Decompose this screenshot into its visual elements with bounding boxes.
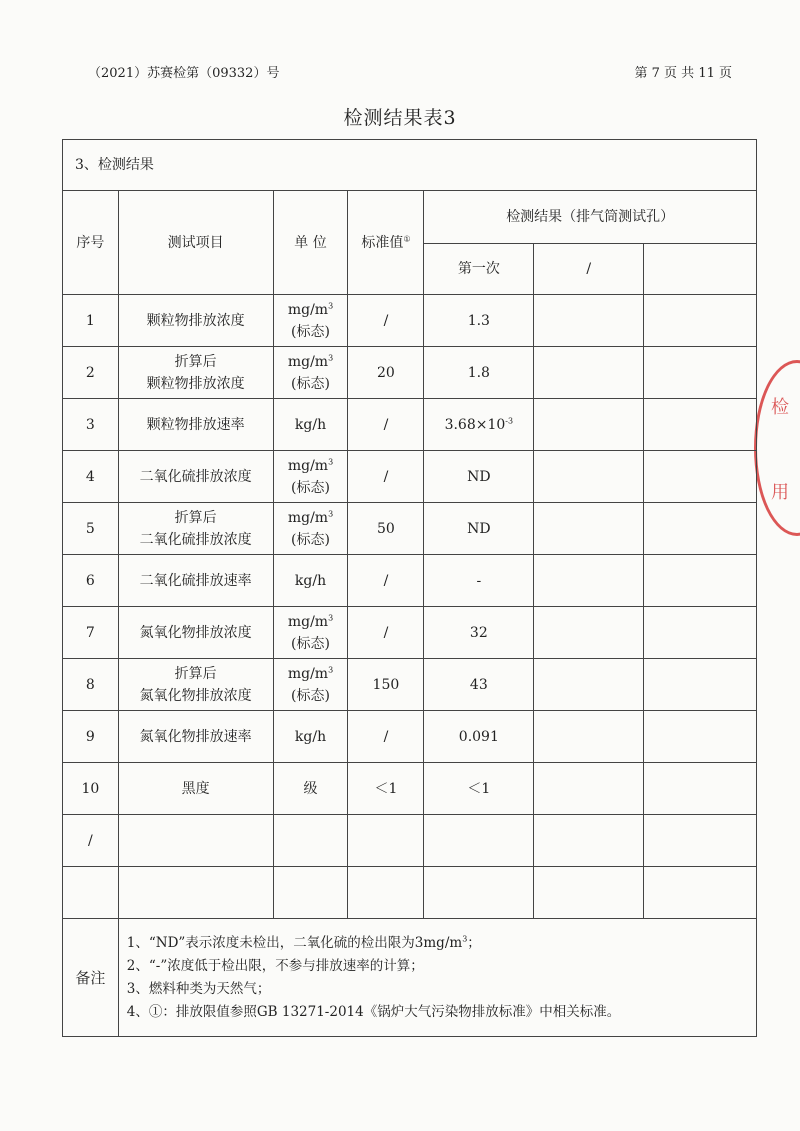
table-row (63, 763, 757, 815)
table-row (63, 711, 757, 763)
row-unit: $mg/m^3$ (标态) (273, 659, 348, 711)
col-header-first: 第一次 (424, 244, 534, 295)
blank-cell (273, 867, 348, 919)
row-item: 氮氧化物排放速率 (118, 711, 273, 763)
row-result-third (644, 555, 757, 607)
row-standard: 20 (348, 347, 424, 399)
row-unit: kg/h (273, 555, 348, 607)
row-item: 颗粒物排放浓度 (118, 295, 273, 347)
note-line: 3、燃料种类为天然气； (126, 980, 271, 997)
row-standard: ＜1 (348, 763, 424, 815)
row-item: 黑度 (118, 763, 273, 815)
blank-cell: / (63, 815, 119, 867)
row-seq: 7 (63, 607, 119, 659)
row-item: 折算后 颗粒物排放浓度 (118, 347, 273, 399)
row-result-third (644, 659, 757, 711)
note-line: 1、“ND”表示浓度未检出，二氧化硫的检出限为$3mg/m^3$； (126, 934, 481, 951)
row-result-second (534, 607, 644, 659)
row-unit: $mg/m^3$ (标态) (273, 451, 348, 503)
seal-stamp-partial: 检 用 (754, 360, 800, 536)
row-result-first: 0.091 (424, 711, 534, 763)
report-number: （2021）苏赛检第（09332）号 (88, 66, 280, 81)
row-result-second (534, 555, 644, 607)
row-item: 二氧化硫排放浓度 (118, 451, 273, 503)
row-seq: 10 (63, 763, 119, 815)
row-result-third (644, 347, 757, 399)
row-result-third (644, 763, 757, 815)
row-result-first: ND (424, 503, 534, 555)
table-row (63, 659, 757, 711)
row-seq: 4 (63, 451, 119, 503)
row-seq: 3 (63, 399, 119, 451)
row-item: 折算后 氮氧化物排放浓度 (118, 659, 273, 711)
row-seq: 5 (63, 503, 119, 555)
row-result-third (644, 295, 757, 347)
table-row (63, 347, 757, 399)
row-seq: 1 (63, 295, 119, 347)
row-unit: kg/h (273, 711, 348, 763)
row-result-first: 1.3 (424, 295, 534, 347)
blank-cell (424, 815, 534, 867)
table-row (63, 451, 757, 503)
col-header-standard: 标准值① (348, 191, 424, 295)
blank-row (63, 815, 757, 867)
row-unit: $mg/m^3$ (标态) (273, 347, 348, 399)
blank-row (63, 867, 757, 919)
row-standard: / (348, 451, 424, 503)
row-unit: $mg/m^3$ (标态) (273, 295, 348, 347)
row-item: 折算后 二氧化硫排放浓度 (118, 503, 273, 555)
col-header-second: / (534, 244, 644, 295)
row-standard: / (348, 555, 424, 607)
table-row (63, 503, 757, 555)
col-header-item: 测试项目 (118, 191, 273, 295)
row-item: 二氧化硫排放速率 (118, 555, 273, 607)
blank-cell (63, 867, 119, 919)
table-row (63, 399, 757, 451)
table-row (63, 555, 757, 607)
col-header-unit: 单 位 (273, 191, 348, 295)
row-standard: / (348, 295, 424, 347)
table-row (63, 607, 757, 659)
section-heading: 3、检测结果 (63, 140, 757, 191)
col-header-seq: 序号 (63, 191, 119, 295)
blank-cell (424, 867, 534, 919)
row-seq: 6 (63, 555, 119, 607)
row-result-second (534, 763, 644, 815)
table-row (63, 295, 757, 347)
col-header-third (644, 244, 757, 295)
notes-row (63, 919, 757, 1037)
row-item: 颗粒物排放速率 (118, 399, 273, 451)
row-result-first: 1.8 (424, 347, 534, 399)
row-result-third (644, 503, 757, 555)
note-line: 2、“-”浓度低于检出限，不参与排放速率的计算； (126, 957, 424, 974)
row-seq: 9 (63, 711, 119, 763)
blank-cell (118, 867, 273, 919)
blank-cell (273, 815, 348, 867)
row-unit: kg/h (273, 399, 348, 451)
row-result-second (534, 451, 644, 503)
row-result-second (534, 711, 644, 763)
row-standard: 50 (348, 503, 424, 555)
blank-cell (118, 815, 273, 867)
row-seq: 8 (63, 659, 119, 711)
row-result-first: 43 (424, 659, 534, 711)
row-unit: $mg/m^3$ (标态) (273, 607, 348, 659)
row-result-third (644, 607, 757, 659)
row-result-first: $3.68\times 10^{-3}$ (424, 399, 534, 451)
row-result-second (534, 347, 644, 399)
row-result-first: ND (424, 451, 534, 503)
row-result-second (534, 503, 644, 555)
row-result-first: ＜1 (424, 763, 534, 815)
blank-cell (534, 815, 644, 867)
page-indicator: 第 7 页 共 11 页 (634, 66, 732, 81)
blank-cell (348, 815, 424, 867)
row-standard: / (348, 607, 424, 659)
row-standard: / (348, 399, 424, 451)
blank-cell (348, 867, 424, 919)
blank-cell (534, 867, 644, 919)
col-header-results: 检测结果（排气筒测试孔） (424, 191, 757, 244)
row-result-first: 32 (424, 607, 534, 659)
row-unit: 级 (273, 763, 348, 815)
row-result-third (644, 451, 757, 503)
row-result-third (644, 399, 757, 451)
row-unit: $mg/m^3$ (标态) (273, 503, 348, 555)
blank-cell (644, 815, 757, 867)
row-standard: / (348, 711, 424, 763)
row-result-third (644, 711, 757, 763)
row-result-second (534, 399, 644, 451)
row-result-second (534, 295, 644, 347)
notes-label: 备注 (63, 919, 119, 1037)
notes-content (118, 919, 756, 1037)
results-table (62, 139, 757, 1037)
row-result-second (534, 659, 644, 711)
blank-cell (644, 867, 757, 919)
row-item: 氮氧化物排放浓度 (118, 607, 273, 659)
row-standard: 150 (348, 659, 424, 711)
row-seq: 2 (63, 347, 119, 399)
note-line: 4、①：排放限值参照GB 13271-2014《锅炉大气污染物排放标准》中相关标准。 (126, 1003, 621, 1020)
row-result-first: - (424, 555, 534, 607)
page-title: 检测结果表3 (343, 107, 457, 129)
